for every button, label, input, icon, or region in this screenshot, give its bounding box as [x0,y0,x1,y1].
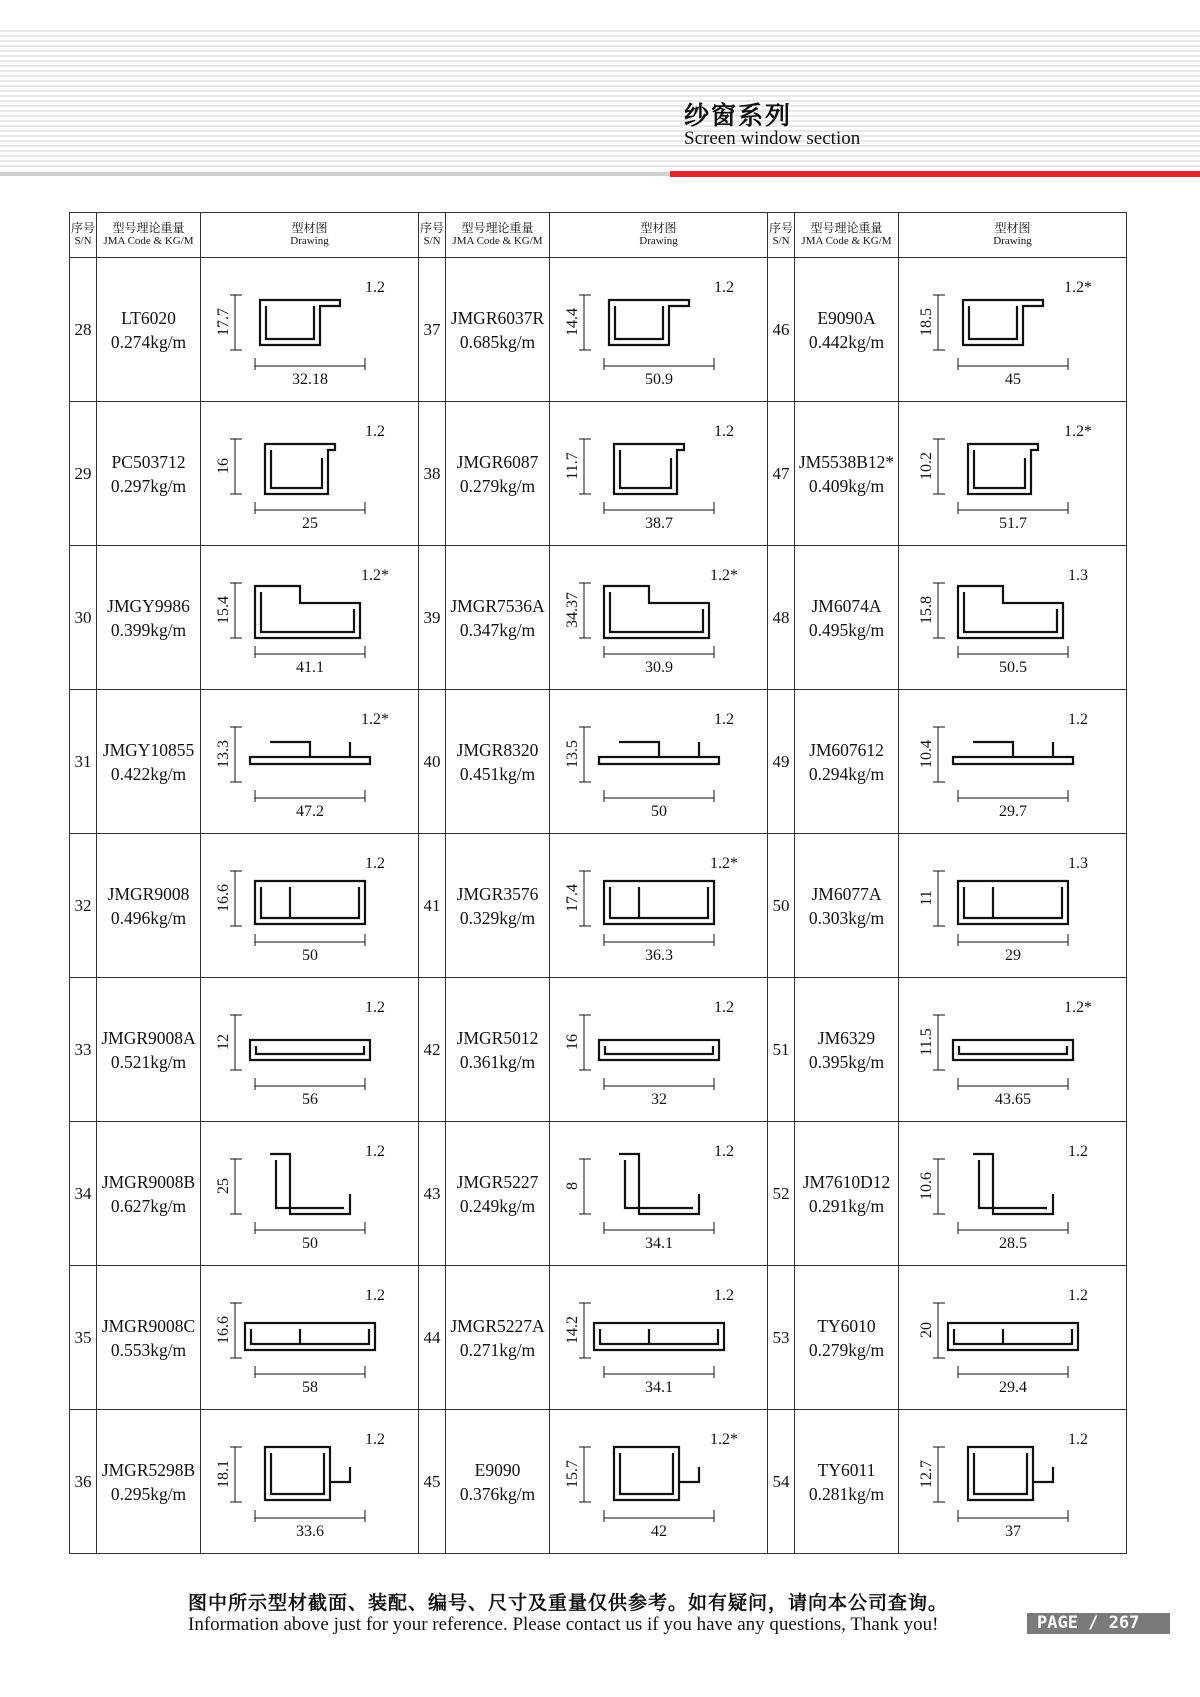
item-code: JMGR7536A [450,595,545,616]
dimension-height: 10.2 [917,451,935,480]
item-weight: 0.291kg/m [808,1195,885,1216]
item-drawing [201,1266,419,1410]
item-code-weight [97,690,201,834]
item-sn: 48 [768,546,795,690]
header-drawing: 型材图 Drawing [899,213,1127,258]
item-code: JMGR9008C [101,1315,196,1336]
item-sn: 32 [70,834,97,978]
dimension-width: 33.6 [295,1522,324,1540]
item-code-weight [795,546,899,690]
profile-drawing [913,1422,1113,1542]
item-code: E9090 [474,1459,521,1480]
item-weight: 0.249kg/m [459,1195,536,1216]
header-stripes [0,30,1200,170]
table-row [70,834,1127,978]
dimension-thickness: 1.2* [709,566,738,584]
dimension-thickness: 1.3 [1067,566,1088,584]
item-drawing [899,690,1127,834]
item-drawing [550,1410,768,1554]
item-code-weight [97,834,201,978]
dimension-width: 50 [301,946,318,964]
item-drawing [899,402,1127,546]
profile-drawing [210,846,410,966]
item-code: JM607612 [809,739,884,760]
dimension-width: 41.1 [295,658,324,676]
profile-drawing [559,558,759,678]
item-weight: 0.409kg/m [808,475,885,496]
header-code: 型号理论重量 JMA Code & KG/M [446,213,550,258]
item-code-weight [446,1122,550,1266]
item-code: JMGY10855 [102,739,195,760]
item-code: JMGR3576 [456,883,539,904]
dimension-thickness: 1.3 [1067,854,1088,872]
table-row [70,690,1127,834]
item-code-weight [97,402,201,546]
table-row [70,402,1127,546]
item-drawing [201,690,419,834]
item-sn: 50 [768,834,795,978]
dimension-thickness: 1.2 [713,710,734,728]
item-sn: 29 [70,402,97,546]
item-code-weight [446,546,550,690]
item-drawing [550,546,768,690]
item-weight: 0.347kg/m [459,619,536,640]
item-weight: 0.395kg/m [808,1051,885,1072]
item-sn: 43 [419,1122,446,1266]
profile-drawing [559,990,759,1110]
item-code-weight [446,1410,550,1554]
dimension-width: 29 [1004,946,1021,964]
item-code-weight [97,1410,201,1554]
item-weight: 0.627kg/m [110,1195,187,1216]
item-weight: 0.685kg/m [459,331,536,352]
profile-drawing [559,270,759,390]
header-drawing: 型材图 Drawing [550,213,768,258]
dimension-thickness: 1.2 [364,1142,385,1160]
item-drawing [550,1122,768,1266]
item-code-weight [446,834,550,978]
dimension-height: 10.6 [917,1171,935,1200]
item-sn: 30 [70,546,97,690]
dimension-width: 50.9 [644,370,673,388]
item-code: PC503712 [111,451,186,472]
dimension-height: 16.6 [214,883,232,912]
item-code: JMGR5012 [456,1027,539,1048]
header-code: 型号理论重量 JMA Code & KG/M [97,213,201,258]
profile-table [69,212,1127,1554]
dimension-thickness: 1.2 [364,1430,385,1448]
section-title-en: Screen window section [684,128,861,149]
item-sn: 34 [70,1122,97,1266]
item-weight: 0.553kg/m [110,1339,187,1360]
profile-drawing [913,414,1113,534]
item-drawing [550,978,768,1122]
dimension-thickness: 1.2* [360,710,389,728]
item-sn: 42 [419,978,446,1122]
item-sn: 51 [768,978,795,1122]
item-weight: 0.422kg/m [110,763,187,784]
header-sn: 序号 S/N [768,213,795,258]
footer-note-cn: 图中所示型材截面、装配、编号、尺寸及重量仅供参考。如有疑问，请向本公司查询。 [188,1592,949,1614]
profile-drawing [559,1422,759,1542]
profile-drawing [210,702,410,822]
item-sn: 53 [768,1266,795,1410]
item-drawing [201,258,419,402]
profile-drawing [913,558,1113,678]
table-row [70,1122,1127,1266]
table-row [70,978,1127,1122]
header-rule-red [670,171,1200,177]
item-code: JM6074A [811,595,882,616]
item-drawing [550,690,768,834]
dimension-height: 10.4 [917,739,935,768]
item-code-weight [795,690,899,834]
item-code: LT6020 [121,307,176,328]
item-sn: 31 [70,690,97,834]
item-drawing [550,1266,768,1410]
dimension-thickness: 1.2* [360,566,389,584]
item-code: JMGR8320 [456,739,539,760]
item-sn: 47 [768,402,795,546]
dimension-thickness: 1.2* [1063,278,1092,296]
item-code: JMGR5227 [456,1171,539,1192]
dimension-width: 34.1 [644,1234,673,1252]
dimension-width: 34.1 [644,1378,673,1396]
table-row [70,1266,1127,1410]
item-weight: 0.495kg/m [808,619,885,640]
dimension-width: 29.4 [998,1378,1027,1396]
item-weight: 0.294kg/m [808,763,885,784]
profile-drawing [913,1134,1113,1254]
item-code: TY6011 [817,1459,876,1480]
item-sn: 46 [768,258,795,402]
dimension-height: 14.4 [563,307,581,336]
dimension-thickness: 1.2 [1067,1142,1088,1160]
profile-drawing [210,1422,410,1542]
item-drawing [201,402,419,546]
item-code-weight [795,1122,899,1266]
dimension-thickness: 1.2 [713,1142,734,1160]
item-drawing [899,1410,1127,1554]
item-weight: 0.297kg/m [110,475,187,496]
dimension-height: 16 [214,457,232,474]
item-code-weight [446,258,550,402]
dimension-height: 16 [563,1033,581,1050]
item-code: TY6010 [817,1315,876,1336]
profile-drawing [559,1278,759,1398]
page-number: PAGE / 267 [1027,1613,1170,1634]
profile-drawing [210,990,410,1110]
item-weight: 0.329kg/m [459,907,536,928]
header-sn: 序号 S/N [419,213,446,258]
table-header-row [70,213,1127,258]
item-drawing [550,402,768,546]
dimension-width: 36.3 [644,946,673,964]
dimension-thickness: 1.2* [1063,998,1092,1016]
dimension-height: 14.2 [563,1315,581,1344]
dimension-width: 50 [650,802,667,820]
item-drawing [201,978,419,1122]
item-code: JM6077A [811,883,882,904]
dimension-height: 17.7 [214,307,232,336]
dimension-thickness: 1.2 [364,1286,385,1304]
item-code-weight [795,978,899,1122]
item-drawing [201,1410,419,1554]
dimension-height: 15.8 [917,595,935,624]
dimension-height: 11.5 [917,1027,935,1056]
dimension-width: 56 [301,1090,318,1108]
item-code-weight [97,978,201,1122]
item-code-weight [446,402,550,546]
item-sn: 44 [419,1266,446,1410]
dimension-width: 50 [301,1234,318,1252]
profile-drawing [210,1134,410,1254]
item-code-weight [446,690,550,834]
dimension-height: 25 [214,1177,232,1194]
item-drawing [899,978,1127,1122]
item-code: JMGR9008 [107,883,190,904]
dimension-height: 13.3 [214,739,232,768]
item-code: JMGR6087 [456,451,539,472]
profile-drawing [559,702,759,822]
dimension-width: 29.7 [998,802,1027,820]
item-weight: 0.281kg/m [808,1483,885,1504]
dimension-width: 32 [650,1090,667,1108]
item-code-weight [795,1266,899,1410]
item-code-weight [97,546,201,690]
item-weight: 0.361kg/m [459,1051,536,1072]
item-code-weight [795,834,899,978]
item-weight: 0.451kg/m [459,763,536,784]
item-weight: 0.521kg/m [110,1051,187,1072]
dimension-width: 43.65 [994,1090,1031,1108]
item-code: JM7610D12 [802,1171,891,1192]
dimension-height: 16.6 [214,1315,232,1344]
item-code: JMGR5227A [450,1315,545,1336]
item-sn: 45 [419,1410,446,1554]
dimension-width: 25 [301,514,318,532]
header-rule-gray [0,172,670,176]
item-code-weight [795,258,899,402]
item-code-weight [795,402,899,546]
section-title-cn: 纱窗系列 [684,101,793,130]
dimension-thickness: 1.2 [713,422,734,440]
dimension-height: 18.1 [214,1459,232,1488]
dimension-thickness: 1.2 [364,422,385,440]
item-code: JMGR9008B [101,1171,196,1192]
item-weight: 0.399kg/m [110,619,187,640]
header-drawing: 型材图 Drawing [201,213,419,258]
dimension-height: 20 [917,1321,935,1338]
item-sn: 35 [70,1266,97,1410]
item-weight: 0.295kg/m [110,1483,187,1504]
dimension-thickness: 1.2 [713,1286,734,1304]
dimension-thickness: 1.2* [709,1430,738,1448]
dimension-thickness: 1.2* [709,854,738,872]
table-row [70,258,1127,402]
item-drawing [201,1122,419,1266]
item-weight: 0.279kg/m [808,1339,885,1360]
profile-drawing [559,1134,759,1254]
item-sn: 33 [70,978,97,1122]
table-row [70,546,1127,690]
item-weight: 0.274kg/m [110,331,187,352]
dimension-width: 37 [1004,1522,1021,1540]
item-code: JM5538B12* [798,451,895,472]
item-sn: 54 [768,1410,795,1554]
dimension-height: 11.7 [563,451,581,480]
item-drawing [899,258,1127,402]
dimension-width: 38.7 [644,514,673,532]
item-code-weight [97,1122,201,1266]
dimension-width: 51.7 [998,514,1027,532]
dimension-thickness: 1.2 [364,854,385,872]
item-code: JMGR6037R [450,307,545,328]
item-code: JMGR5298B [101,1459,196,1480]
dimension-thickness: 1.2 [364,998,385,1016]
profile-drawing [210,1278,410,1398]
item-sn: 37 [419,258,446,402]
dimension-height: 17.4 [563,883,581,912]
item-sn: 39 [419,546,446,690]
header-sn: 序号 S/N [70,213,97,258]
dimension-height: 18.5 [917,307,935,336]
item-sn: 49 [768,690,795,834]
profile-drawing [210,558,410,678]
item-weight: 0.303kg/m [808,907,885,928]
item-weight: 0.271kg/m [459,1339,536,1360]
profile-drawing [913,846,1113,966]
dimension-thickness: 1.2 [1067,710,1088,728]
item-sn: 38 [419,402,446,546]
item-drawing [899,1266,1127,1410]
dimension-width: 42 [650,1522,667,1540]
dimension-width: 58 [301,1378,318,1396]
item-drawing [550,258,768,402]
dimension-thickness: 1.2 [1067,1286,1088,1304]
item-code-weight [795,1410,899,1554]
dimension-width: 50.5 [998,658,1027,676]
item-weight: 0.376kg/m [459,1483,536,1504]
dimension-height: 12 [214,1033,232,1050]
dimension-height: 15.7 [563,1459,581,1488]
item-sn: 40 [419,690,446,834]
profile-drawing [913,1278,1113,1398]
item-weight: 0.442kg/m [808,331,885,352]
footer-note-en: Information above just for your reference. Please contact us if you have any questions, Thank you! [188,1614,939,1635]
item-code: JM6329 [817,1027,876,1048]
item-code: E9090A [817,307,876,328]
dimension-thickness: 1.2 [713,998,734,1016]
item-drawing [899,834,1127,978]
dimension-height: 15.4 [214,595,232,624]
dimension-thickness: 1.2 [1067,1430,1088,1448]
item-drawing [201,546,419,690]
dimension-height: 13.5 [563,739,581,768]
profile-drawing [913,702,1113,822]
dimension-height: 8 [563,1181,581,1190]
profile-drawing [913,990,1113,1110]
item-drawing [899,546,1127,690]
dimension-width: 47.2 [295,802,324,820]
table-row [70,1410,1127,1554]
item-sn: 41 [419,834,446,978]
item-weight: 0.279kg/m [459,475,536,496]
dimension-width: 28.5 [998,1234,1027,1252]
item-code-weight [446,1266,550,1410]
item-sn: 52 [768,1122,795,1266]
item-weight: 0.496kg/m [110,907,187,928]
item-drawing [201,834,419,978]
header-code: 型号理论重量 JMA Code & KG/M [795,213,899,258]
item-code-weight [446,978,550,1122]
item-drawing [899,1122,1127,1266]
dimension-height: 12.7 [917,1459,935,1488]
item-sn: 28 [70,258,97,402]
item-code: JMGY9986 [107,595,190,616]
profile-drawing [559,414,759,534]
dimension-width: 30.9 [644,658,673,676]
dimension-width: 32.18 [291,370,328,388]
dimension-thickness: 1.2* [1063,422,1092,440]
profile-drawing [210,270,410,390]
profile-drawing [210,414,410,534]
profile-drawing [913,270,1113,390]
dimension-thickness: 1.2 [364,278,385,296]
item-code-weight [97,1266,201,1410]
item-code: JMGR9008A [101,1027,196,1048]
item-code-weight [97,258,201,402]
dimension-height: 11 [917,889,935,906]
dimension-height: 34.37 [563,591,581,628]
item-sn: 36 [70,1410,97,1554]
dimension-width: 45 [1004,370,1021,388]
item-drawing [550,834,768,978]
profile-drawing [559,846,759,966]
dimension-thickness: 1.2 [713,278,734,296]
